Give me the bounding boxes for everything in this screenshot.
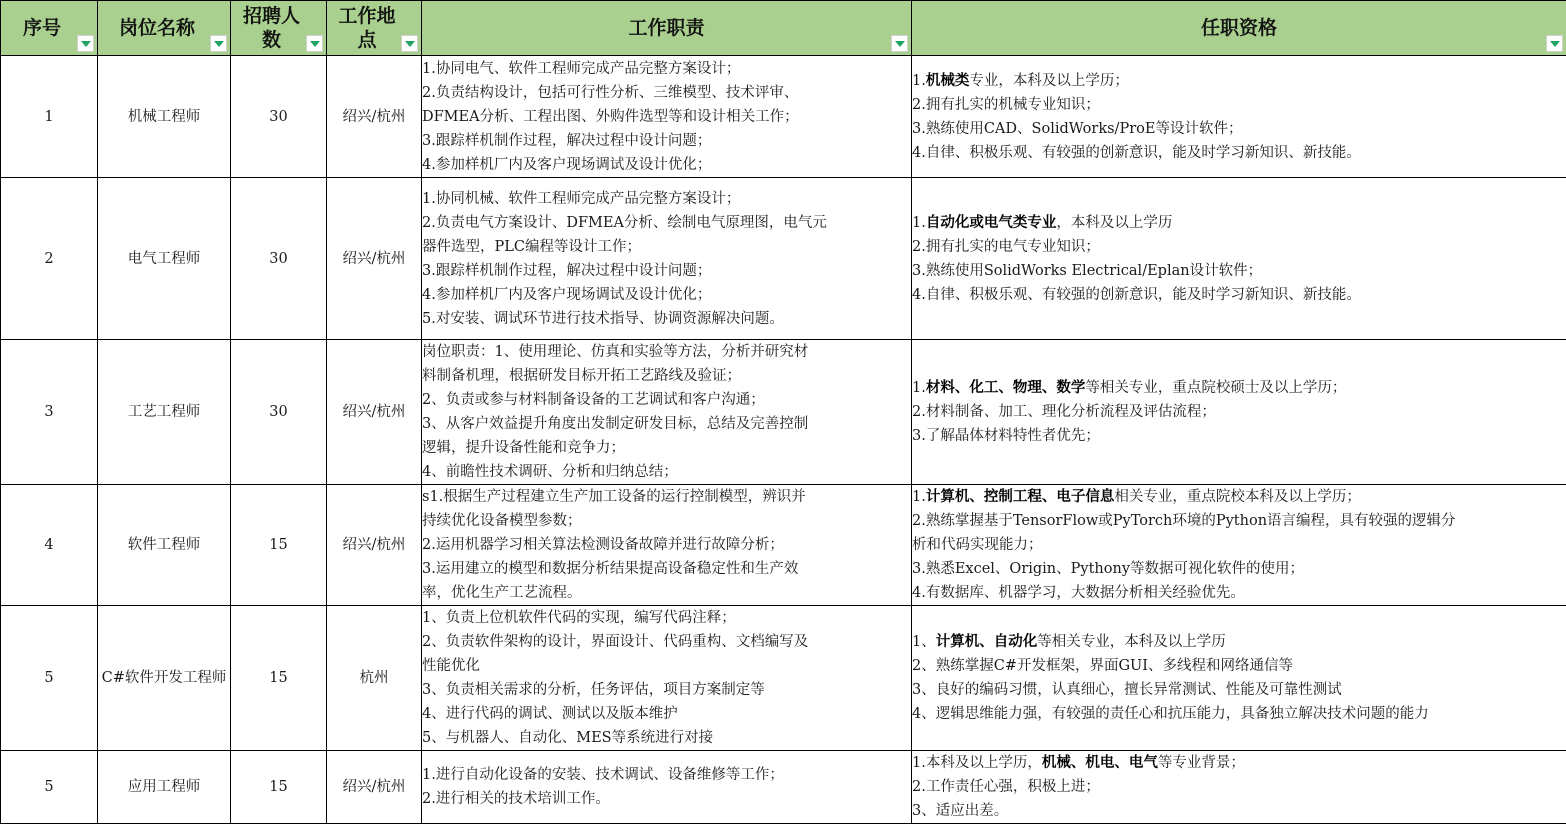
- cell-duties[interactable]: [422, 56, 912, 178]
- duty-line: 性能优化: [422, 654, 911, 678]
- duty-line: 5、与机器人、自动化、MES等系统进行对接: [422, 726, 911, 750]
- qualification-highlight: 自动化或电气类专业: [926, 214, 1057, 231]
- header-duties: [422, 1, 912, 56]
- cell-count[interactable]: 15: [231, 606, 327, 751]
- qualification-text: 等专业背景；: [1158, 755, 1245, 771]
- duty-line: 1.协同电气、软件工程师完成产品完整方案设计；: [422, 57, 911, 81]
- duty-line: 2、负责软件架构的设计，界面设计、代码重构、文档编写及: [422, 630, 911, 654]
- duty-line: 3.跟踪样机制作过程，解决过程中设计问题；: [422, 129, 911, 153]
- qualification-line: 4.有数据库、机器学习，大数据分析相关经验优先。: [912, 581, 1566, 605]
- qualification-prefix: 1、: [912, 634, 936, 650]
- cell-location[interactable]: 绍兴/杭州: [327, 56, 422, 178]
- cell-qualifications[interactable]: [912, 178, 1566, 340]
- cell-position-name[interactable]: 软件工程师: [98, 485, 231, 606]
- qualification-line: 3.熟练使用SolidWorks Electrical/Eplan设计软件；: [912, 259, 1566, 283]
- qualification-prefix: 1.: [912, 215, 926, 231]
- cell-seq[interactable]: 2: [1, 178, 98, 340]
- duty-line: 岗位职责：1、使用理论、仿真和实验等方法，分析并研究材: [422, 340, 911, 364]
- duty-line: 2.负责结构设计，包括可行性分析、三维模型、技术评审、: [422, 81, 911, 105]
- qualification-line: 3.熟练使用CAD、SolidWorks/ProE等设计软件；: [912, 117, 1566, 141]
- header-qualifications: [912, 1, 1566, 56]
- dropdown-filter-icon: [895, 41, 905, 47]
- duty-line: 2.运用机器学习相关算法检测设备故障并进行故障分析；: [422, 533, 911, 557]
- header-seq: [1, 1, 98, 56]
- duty-line: 4、前瞻性技术调研、分析和归纳总结；: [422, 460, 911, 484]
- qualification-line: 3、良好的编码习惯，认真细心，擅长异常测试、性能及可靠性测试: [912, 678, 1566, 702]
- duty-line: 3、从客户效益提升角度出发制定研发目标，总结及完善控制: [422, 412, 911, 436]
- qualification-text: 等相关专业，本科及以上学历: [1037, 634, 1226, 650]
- table-row: [1, 56, 1566, 178]
- qualification-highlight: 机械、机电、电气: [1042, 754, 1158, 771]
- cell-duties[interactable]: [422, 340, 912, 485]
- cell-qualifications[interactable]: [912, 751, 1566, 824]
- cell-count[interactable]: 15: [231, 751, 327, 824]
- header-row: [1, 1, 1566, 56]
- cell-position-name[interactable]: 电气工程师: [98, 178, 231, 340]
- qualification-line: 2.拥有扎实的机械专业知识；: [912, 93, 1566, 117]
- cell-count[interactable]: 15: [231, 485, 327, 606]
- filter-button-location[interactable]: [401, 35, 418, 52]
- cell-location[interactable]: 绍兴/杭州: [327, 178, 422, 340]
- dropdown-filter-icon: [405, 41, 415, 47]
- qualification-line: 4.自律、积极乐观、有较强的创新意识，能及时学习新知识、新技能。: [912, 283, 1566, 307]
- duty-line: 2.负责电气方案设计、DFMEA分析、绘制电气原理图，电气元: [422, 211, 911, 235]
- duty-line: 3、负责相关需求的分析，任务评估，项目方案制定等: [422, 678, 911, 702]
- header-count: [231, 1, 327, 56]
- duty-line: 率，优化生产工艺流程。: [422, 581, 911, 605]
- qualification-prefix: 1.本科及以上学历，: [912, 755, 1042, 771]
- cell-position-name[interactable]: 机械工程师: [98, 56, 231, 178]
- duty-line: 3.运用建立的模型和数据分析结果提高设备稳定性和生产效: [422, 557, 911, 581]
- table-row: [1, 606, 1566, 751]
- duty-line: 逻辑，提升设备性能和竞争力；: [422, 436, 911, 460]
- duty-line: 1、负责上位机软件代码的实现，编写代码注释；: [422, 606, 911, 630]
- cell-duties[interactable]: [422, 178, 912, 340]
- header-qualifications-label: 任职资格: [1201, 16, 1277, 40]
- qualification-highlight: 机械类: [926, 72, 970, 89]
- qualification-line: 析和代码实现能力；: [912, 533, 1566, 557]
- table-row: [1, 751, 1566, 824]
- cell-position-name[interactable]: C#软件开发工程师: [98, 606, 231, 751]
- duty-line: 4、进行代码的调试、测试以及版本维护: [422, 702, 911, 726]
- cell-position-name[interactable]: 工艺工程师: [98, 340, 231, 485]
- qualification-text: 相关专业，重点院校本科及以上学历；: [1114, 489, 1361, 505]
- duty-line: 5.对安装、调试环节进行技术指导、协调资源解决问题。: [422, 307, 911, 331]
- qualification-line: 2.拥有扎实的电气专业知识；: [912, 235, 1566, 259]
- qualification-text: 专业，本科及以上学历；: [969, 73, 1129, 89]
- qualification-line: 2.工作责任心强，积极上进；: [912, 775, 1566, 799]
- cell-seq[interactable]: 1: [1, 56, 98, 178]
- qualification-highlight: 材料、化工、物理、数学: [926, 379, 1086, 396]
- duty-line: DFMEA分析、工程出图、外购件选型等和设计相关工作；: [422, 105, 911, 129]
- filter-button-name[interactable]: [210, 35, 227, 52]
- qualification-line: [912, 485, 1566, 509]
- duty-line: 2.进行相关的技术培训工作。: [422, 787, 911, 811]
- qualification-line: [912, 630, 1566, 654]
- qualification-line: 3、适应出差。: [912, 799, 1566, 823]
- header-seq-label: 序号: [23, 16, 75, 40]
- cell-count[interactable]: 30: [231, 178, 327, 340]
- duty-line: 2、负责或参与材料制备设备的工艺调试和客户沟通；: [422, 388, 911, 412]
- qualification-line: 3.了解晶体材料特性者优先；: [912, 424, 1566, 448]
- dropdown-filter-icon: [214, 41, 224, 47]
- cell-qualifications[interactable]: [912, 56, 1566, 178]
- cell-qualifications[interactable]: [912, 485, 1566, 606]
- table-row: [1, 340, 1566, 485]
- header-location: [327, 1, 422, 56]
- qualification-line: 4.自律、积极乐观、有较强的创新意识，能及时学习新知识、新技能。: [912, 141, 1566, 165]
- qualification-line: 3.熟悉Excel、Origin、Pythony等数据可视化软件的使用；: [912, 557, 1566, 581]
- qualification-line: 2.材料制备、加工、理化分析流程及评估流程；: [912, 400, 1566, 424]
- cell-location[interactable]: 绍兴/杭州: [327, 340, 422, 485]
- duty-line: 3.跟踪样机制作过程，解决过程中设计问题；: [422, 259, 911, 283]
- qualification-text: ，本科及以上学历: [1056, 215, 1172, 231]
- cell-seq[interactable]: 4: [1, 485, 98, 606]
- qualification-line: [912, 211, 1566, 235]
- filter-button-seq[interactable]: [77, 35, 94, 52]
- qualification-line: [912, 69, 1566, 93]
- qualification-prefix: 1.: [912, 73, 926, 89]
- qualification-line: [912, 376, 1566, 400]
- filter-button-count[interactable]: [306, 35, 323, 52]
- duty-line: s1.根据生产过程建立生产加工设备的运行控制模型，辨识并: [422, 485, 911, 509]
- qualification-line: 2、熟练掌握C#开发框架，界面GUI、多线程和网络通信等: [912, 654, 1566, 678]
- qualification-prefix: 1.: [912, 489, 926, 505]
- duty-line: 料制备机理，根据研发目标开拓工艺路线及验证；: [422, 364, 911, 388]
- cell-count[interactable]: 30: [231, 56, 327, 178]
- dropdown-filter-icon: [310, 41, 320, 47]
- qualification-highlight: 计算机、控制工程、电子信息: [926, 488, 1115, 505]
- header-location-label: 工作地点: [335, 4, 413, 52]
- table-row: [1, 485, 1566, 606]
- duty-line: 4.参加样机厂内及客户现场调试及设计优化；: [422, 283, 911, 307]
- qualification-text: 等相关专业，重点院校硕士及以上学历；: [1085, 380, 1346, 396]
- header-name-label: 岗位名称: [119, 16, 209, 40]
- cell-seq[interactable]: 5: [1, 606, 98, 751]
- filter-button-qualifications[interactable]: [1546, 35, 1563, 52]
- cell-position-name[interactable]: 应用工程师: [98, 751, 231, 824]
- duty-line: 持续优化设备模型参数；: [422, 509, 911, 533]
- filter-button-duties[interactable]: [891, 35, 908, 52]
- duty-line: 器件选型，PLC编程等设计工作；: [422, 235, 911, 259]
- cell-location[interactable]: 绍兴/杭州: [327, 751, 422, 824]
- qualification-prefix: 1.: [912, 380, 926, 396]
- cell-location[interactable]: 杭州: [327, 606, 422, 751]
- header-count-label: 招聘人数: [240, 4, 318, 52]
- duty-line: 1.进行自动化设备的安装、技术调试、设备维修等工作；: [422, 763, 911, 787]
- header-name: [98, 1, 231, 56]
- cell-qualifications[interactable]: [912, 340, 1566, 485]
- cell-location[interactable]: 绍兴/杭州: [327, 485, 422, 606]
- table-row: [1, 178, 1566, 340]
- qualification-line: [912, 751, 1566, 775]
- cell-duties[interactable]: [422, 606, 912, 751]
- cell-duties[interactable]: [422, 751, 912, 824]
- qualification-line: 2.熟练掌握基于TensorFlow或PyTorch环境的Python语言编程，具有较强的逻辑分: [912, 509, 1566, 533]
- qualification-highlight: 计算机、自动化: [936, 633, 1038, 650]
- header-duties-label: 工作职责: [628, 16, 704, 40]
- cell-duties[interactable]: [422, 485, 912, 606]
- dropdown-filter-icon: [1550, 41, 1560, 47]
- cell-seq[interactable]: 3: [1, 340, 98, 485]
- duty-line: 1.协同机械、软件工程师完成产品完整方案设计；: [422, 187, 911, 211]
- dropdown-filter-icon: [81, 41, 91, 47]
- cell-count[interactable]: 30: [231, 340, 327, 485]
- qualification-line: 4、逻辑思维能力强，有较强的责任心和抗压能力，具备独立解决技术问题的能力: [912, 702, 1566, 726]
- duty-line: 4.参加样机厂内及客户现场调试及设计优化；: [422, 153, 911, 177]
- cell-seq[interactable]: 5: [1, 751, 98, 824]
- cell-qualifications[interactable]: [912, 606, 1566, 751]
